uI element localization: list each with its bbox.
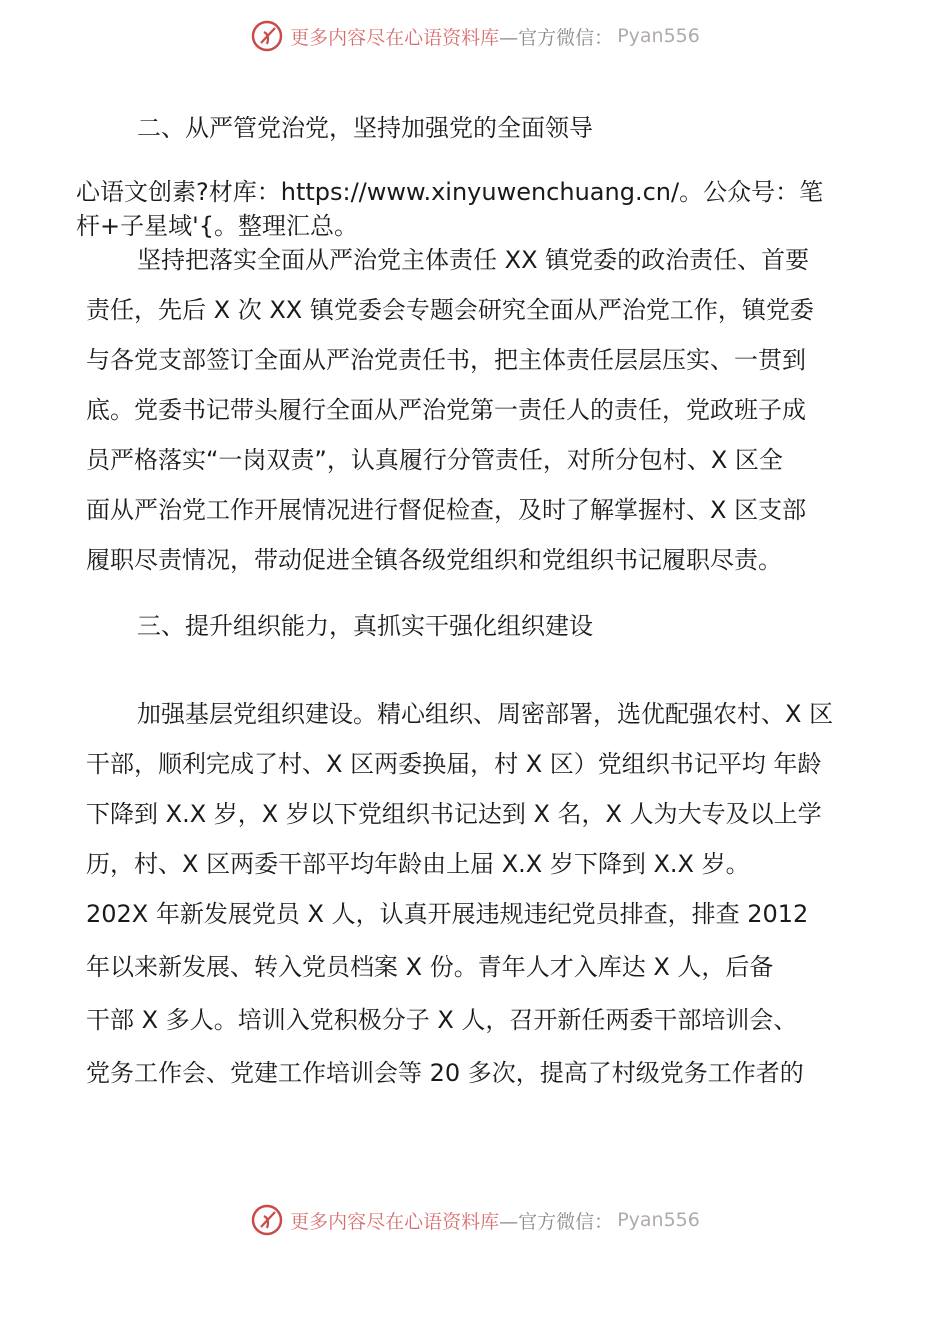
paragraph-line: 与各党支部签订全面从严治党责任书，把主体责任层层压实、一贯到 — [86, 346, 806, 374]
section-heading-2: 二、从严管党治党，坚持加强党的全面领导 — [137, 114, 593, 142]
paragraph-line: 面从严治党工作开展情况进行督促检查，及时了解掌握村、X 区支部 — [86, 496, 807, 524]
paragraph-line: 员严格落实“一岗双责”，认真履行分管责任，对所分包村、X 区全 — [86, 446, 783, 474]
watermark-red-text: 更多内容尽在心语资料库 — [290, 1210, 500, 1233]
paragraph-line: 历，村、X 区两委干部平均年龄由上届 X.X 岁下降到 X.X 岁。 — [86, 850, 750, 878]
paragraph-line: 加强基层党组织建设。精心组织、周密部署，选优配强农村、X 区 — [137, 700, 834, 728]
source-note-line-1: 心语文创素?材库：https://www.xinyuwenchuang.cn/。公众号：笔 — [76, 178, 824, 206]
watermark-id-text: Pyan556 — [617, 1209, 700, 1231]
watermark-id-text: Pyan556 — [617, 25, 700, 47]
watermark-banner-top — [0, 14, 950, 58]
paragraph-line: 责任，先后 X 次 XX 镇党委会专题会研究全面从严治党工作，镇党委 — [86, 296, 814, 324]
watermark-gray-text: —官方微信： — [499, 1210, 614, 1233]
paragraph-line: 干部，顺利完成了村、X 区两委换届，村 X 区）党组织书记平均 年龄 — [86, 750, 822, 778]
watermark-banner-bottom — [0, 1198, 950, 1242]
logo-icon — [250, 19, 284, 53]
source-note-line-2: 杆+子星域'{。整理汇总。 — [76, 212, 358, 240]
paragraph-line: 年以来新发展、转入党员档案 X 份。青年人才入库达 X 人，后备 — [86, 953, 774, 981]
watermark-red-text: 更多内容尽在心语资料库 — [290, 26, 500, 49]
paragraph-line: 坚持把落实全面从严治党主体责任 XX 镇党委的政治责任、首要 — [137, 246, 810, 274]
logo-icon — [250, 1203, 284, 1237]
watermark-gray-text: —官方微信： — [499, 26, 614, 49]
section-heading-3: 三、提升组织能力，真抓实干强化组织建设 — [137, 612, 593, 640]
paragraph-line: 干部 X 多人。培训入党积极分子 X 人，召开新任两委干部培训会、 — [86, 1006, 798, 1034]
paragraph-line: 党务工作会、党建工作培训会等 20 多次，提高了村级党务工作者的 — [86, 1059, 804, 1087]
paragraph-line: 202X 年新发展党员 X 人，认真开展违规违纪党员排查，排查 2012 — [86, 900, 809, 928]
paragraph-line: 履职尽责情况，带动促进全镇各级党组织和党组织书记履职尽责。 — [86, 546, 782, 574]
paragraph-line: 下降到 X.X 岁，X 岁以下党组织书记达到 X 名，X 人为大专及以上学 — [86, 800, 822, 828]
paragraph-line: 底。党委书记带头履行全面从严治党第一责任人的责任，党政班子成 — [86, 396, 806, 424]
